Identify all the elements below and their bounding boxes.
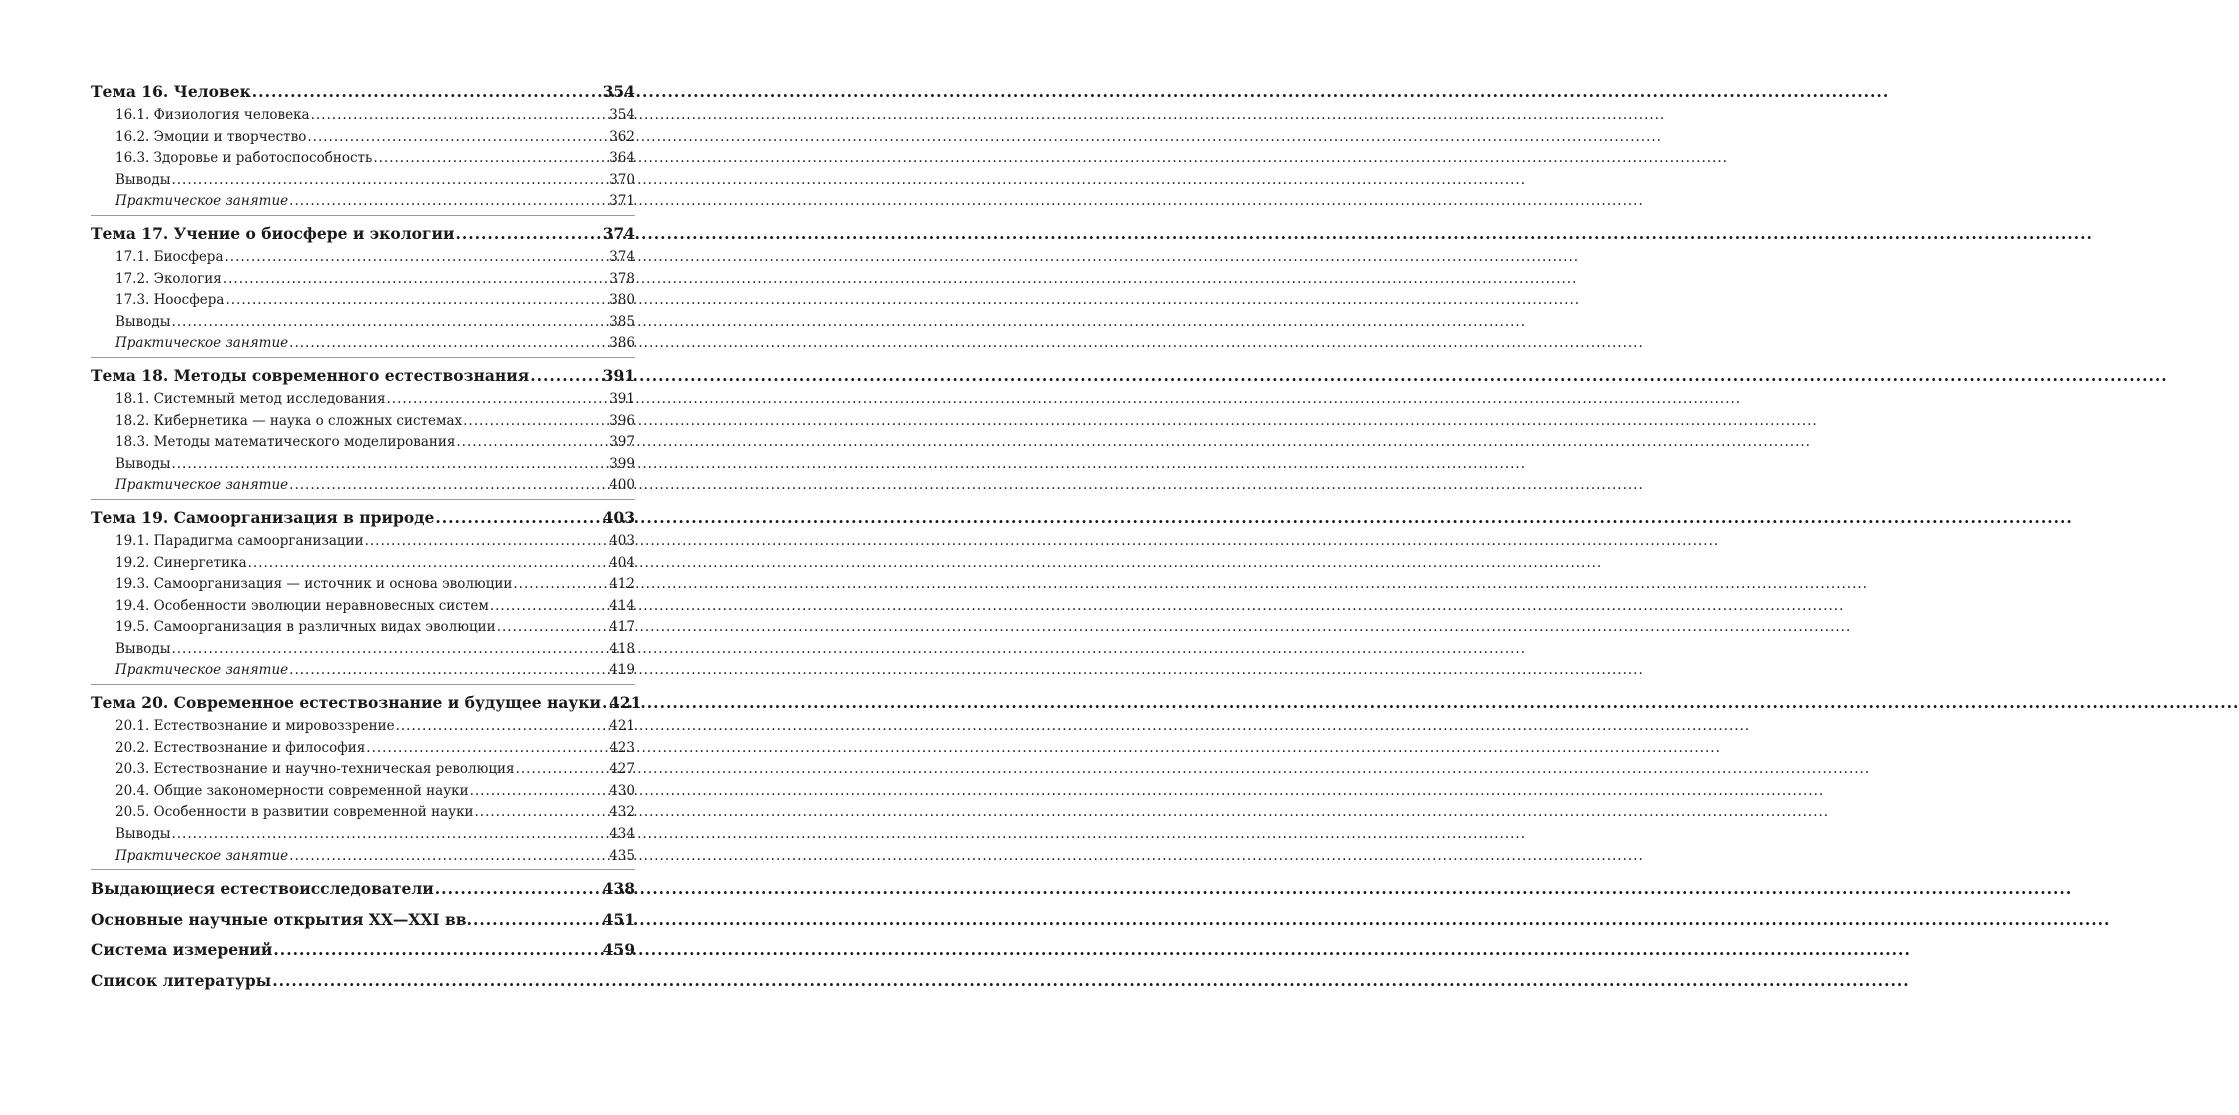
toc-entry-page: 354 xyxy=(609,107,635,123)
toc-entry-title: 17.3. Ноосфера xyxy=(115,292,225,309)
toc-entry[interactable] xyxy=(91,148,635,170)
dot-leader xyxy=(248,553,609,575)
toc-entry-practice[interactable] xyxy=(91,846,635,868)
toc-entry[interactable] xyxy=(91,738,635,760)
toc-entry-practice[interactable] xyxy=(91,333,635,355)
toc-appendix xyxy=(91,874,635,996)
toc-entry-title: 19.5. Самоорганизация в различных видах эволюции xyxy=(115,619,496,636)
toc-entry-conclusions[interactable] xyxy=(91,824,635,846)
toc-entry-page: 380 xyxy=(609,292,635,309)
dot-leader xyxy=(171,454,608,476)
toc-entry[interactable] xyxy=(91,389,635,411)
toc-heading[interactable] xyxy=(91,966,635,997)
toc-entry[interactable] xyxy=(91,105,635,127)
toc-heading-page: 451 xyxy=(602,909,635,929)
toc-entry-title: 20.1. Естествознание и мировоззрение xyxy=(115,718,395,735)
toc-entry-page: 414 xyxy=(609,597,635,614)
toc-entry[interactable] xyxy=(91,432,635,454)
toc-heading-title: Выдающиеся естествоисследователи xyxy=(91,879,434,899)
toc-entry-title: 20.2. Естествознание и философия xyxy=(115,739,366,756)
dot-leader xyxy=(289,846,608,868)
toc-heading-title: Система измерений xyxy=(91,940,273,960)
dot-leader xyxy=(396,716,609,738)
dot-leader xyxy=(307,127,608,149)
toc-entry-page: 400 xyxy=(609,477,635,494)
toc-heading-page: 354 xyxy=(602,82,635,101)
toc-entry-page: 435 xyxy=(609,847,635,864)
toc-heading[interactable] xyxy=(91,220,635,247)
toc-heading[interactable] xyxy=(91,905,635,936)
dot-leader xyxy=(289,191,608,213)
toc-heading-title: Тема 16. Человек xyxy=(91,82,251,101)
dot-leader xyxy=(387,389,609,411)
dot-leader xyxy=(530,362,601,389)
toc-entry-conclusions[interactable] xyxy=(91,312,635,334)
toc-entry-title: Практическое занятие xyxy=(115,662,289,679)
toc-entry-page: 404 xyxy=(609,554,635,571)
toc-entry-title: 16.2. Эмоции и творчество xyxy=(115,128,307,145)
dot-leader xyxy=(516,759,609,781)
toc-entry-conclusions[interactable] xyxy=(91,454,635,476)
dot-leader xyxy=(225,247,609,269)
toc-entry-page: 421 xyxy=(609,718,635,735)
toc-heading-page: 438 xyxy=(602,879,635,899)
toc-entry-title: 18.3. Методы математического моделирования xyxy=(115,434,456,451)
toc-heading-page: 421 xyxy=(609,693,642,713)
toc-entry-page: 362 xyxy=(609,128,635,145)
toc-entry-page: 378 xyxy=(609,270,635,287)
dot-leader xyxy=(473,905,602,936)
toc-entry-title: Практическое занятие xyxy=(115,477,289,494)
toc-section-20 xyxy=(91,689,642,870)
dot-leader xyxy=(171,312,608,334)
toc-entry-title: 18.1. Системный метод исследования xyxy=(115,390,386,407)
toc-heading-title: Тема 18. Методы современного естествознания xyxy=(91,365,530,385)
toc-entry-page: 396 xyxy=(609,412,635,429)
dot-leader xyxy=(475,802,609,824)
dot-leader xyxy=(289,333,608,355)
toc-entry[interactable] xyxy=(91,411,635,433)
toc-entry-page: 419 xyxy=(609,662,635,679)
dot-leader xyxy=(455,220,601,247)
toc-entry-title: 19.3. Самоорганизация — источник и основа эволюции xyxy=(115,576,513,593)
toc-entry[interactable] xyxy=(91,617,635,639)
toc-entry-title: 18.2. Кибернетика — наука о сложных системах xyxy=(115,412,463,429)
toc-entry-title: Выводы xyxy=(115,171,171,188)
toc-entry[interactable] xyxy=(91,759,635,781)
toc-entry-title: Практическое занятие xyxy=(115,193,289,210)
toc-entry-conclusions[interactable] xyxy=(91,170,635,192)
toc-heading-page: 374 xyxy=(602,223,635,243)
toc-entry-title: Выводы xyxy=(115,640,171,657)
dot-leader xyxy=(366,738,608,760)
toc-entry[interactable] xyxy=(91,553,635,575)
toc-entry[interactable] xyxy=(91,574,635,596)
toc-heading[interactable] xyxy=(91,362,635,389)
toc-entry-title: 19.2. Синергетика xyxy=(115,554,247,571)
toc-entry-practice[interactable] xyxy=(91,475,635,497)
toc-entry-page: 370 xyxy=(609,171,635,188)
toc-entry-page: 423 xyxy=(609,739,635,756)
dot-leader xyxy=(435,874,602,905)
toc-entry[interactable] xyxy=(91,716,635,738)
toc-heading[interactable] xyxy=(91,874,635,905)
toc-entry-page: 371 xyxy=(609,193,635,210)
dot-leader xyxy=(311,105,609,127)
dot-leader xyxy=(463,411,608,433)
toc-heading-page: 459 xyxy=(602,940,635,960)
toc-entry-page: 430 xyxy=(609,782,635,799)
toc-entry-title: Выводы xyxy=(115,455,171,472)
toc-entry-title: 17.1. Биосфера xyxy=(115,248,224,265)
toc-heading[interactable] xyxy=(91,78,635,105)
dot-leader xyxy=(225,290,608,312)
toc-heading[interactable] xyxy=(91,935,635,966)
toc-entry-conclusions[interactable] xyxy=(91,639,635,661)
toc-entry-practice[interactable] xyxy=(91,191,635,213)
toc-entry-page: 403 xyxy=(609,532,635,549)
toc-entry[interactable] xyxy=(91,269,635,291)
toc-entry-page: 386 xyxy=(609,335,635,352)
dot-leader xyxy=(456,432,608,454)
toc-entry-title: 17.2. Экология xyxy=(115,270,222,287)
dot-leader xyxy=(273,935,601,966)
toc-entry-practice[interactable] xyxy=(91,660,635,682)
dot-leader xyxy=(289,660,608,682)
toc-entry-page: 399 xyxy=(609,455,635,472)
toc-entry-title: 16.3. Здоровье и работоспособность xyxy=(115,150,373,167)
dot-leader xyxy=(497,617,609,639)
toc-heading-title: Основные научные открытия XX—XXI вв. xyxy=(91,909,472,929)
toc-heading-title: Тема 17. Учение о биосфере и экологии xyxy=(91,223,455,243)
toc-heading-title: Тема 19. Самоорганизация в природе xyxy=(91,507,435,527)
dot-leader xyxy=(252,78,602,105)
toc-heading-title: Список литературы xyxy=(91,970,272,990)
toc-entry[interactable] xyxy=(91,531,635,553)
toc-entry-title: 20.3. Естествознание и научно-техническая революция xyxy=(115,761,515,778)
toc-entry-page: 385 xyxy=(609,313,635,330)
dot-leader xyxy=(171,824,608,846)
toc-entry-page: 434 xyxy=(609,826,635,843)
dot-leader xyxy=(223,269,608,291)
toc-entry-page: 412 xyxy=(609,576,635,593)
toc-section-19 xyxy=(91,504,635,685)
dot-leader xyxy=(365,531,609,553)
dot-leader xyxy=(470,781,609,803)
toc-entry-title: Практическое занятие xyxy=(115,847,289,864)
toc-entry[interactable] xyxy=(91,127,635,149)
toc-section-16 xyxy=(91,78,635,216)
dot-leader xyxy=(171,639,608,661)
dot-leader xyxy=(289,475,608,497)
dot-leader xyxy=(602,689,608,716)
toc-entry-page: 391 xyxy=(609,390,635,407)
toc-entry-title: 16.1. Физиология человека xyxy=(115,107,310,123)
dot-leader xyxy=(171,170,608,192)
dot-leader xyxy=(513,574,608,596)
toc-entry[interactable] xyxy=(91,290,635,312)
dot-leader xyxy=(373,148,608,170)
dot-leader xyxy=(435,504,601,531)
toc-entry-page: 418 xyxy=(609,640,635,657)
toc-section-18 xyxy=(91,362,635,500)
toc-heading[interactable] xyxy=(91,504,635,531)
toc-entry-page: 417 xyxy=(609,619,635,636)
toc-entry-page: 374 xyxy=(609,248,635,265)
toc-entry[interactable] xyxy=(91,247,635,269)
toc-entry-page: 432 xyxy=(609,804,635,821)
toc-heading-page: 391 xyxy=(602,365,635,385)
toc-entry-page: 364 xyxy=(609,150,635,167)
toc-entry-title: 19.1. Парадигма самоорганизации xyxy=(115,532,364,549)
toc-entry[interactable] xyxy=(91,781,635,803)
toc-entry-title: Практическое занятие xyxy=(115,335,289,352)
dot-leader xyxy=(272,966,634,997)
toc-entry-title: Выводы xyxy=(115,826,171,843)
toc-entry-page: 427 xyxy=(609,761,635,778)
toc-entry[interactable] xyxy=(91,802,635,824)
toc-entry-title: Выводы xyxy=(115,313,171,330)
toc-entry[interactable] xyxy=(91,596,635,618)
toc-section-17 xyxy=(91,220,635,358)
toc-entry-title: 20.4. Общие закономерности современной науки xyxy=(115,782,469,799)
table-of-contents xyxy=(91,78,642,996)
dot-leader xyxy=(490,596,608,618)
toc-entry-page: 397 xyxy=(609,434,635,451)
toc-entry-title: 20.5. Особенности в развитии современной науки xyxy=(115,804,474,821)
toc-heading-title: Тема 20. Современное естествознание и будущее науки xyxy=(91,693,602,713)
toc-heading[interactable] xyxy=(91,689,642,716)
toc-entry-title: 19.4. Особенности эволюции неравновесных систем xyxy=(115,597,489,614)
toc-heading-page: 403 xyxy=(602,507,635,527)
